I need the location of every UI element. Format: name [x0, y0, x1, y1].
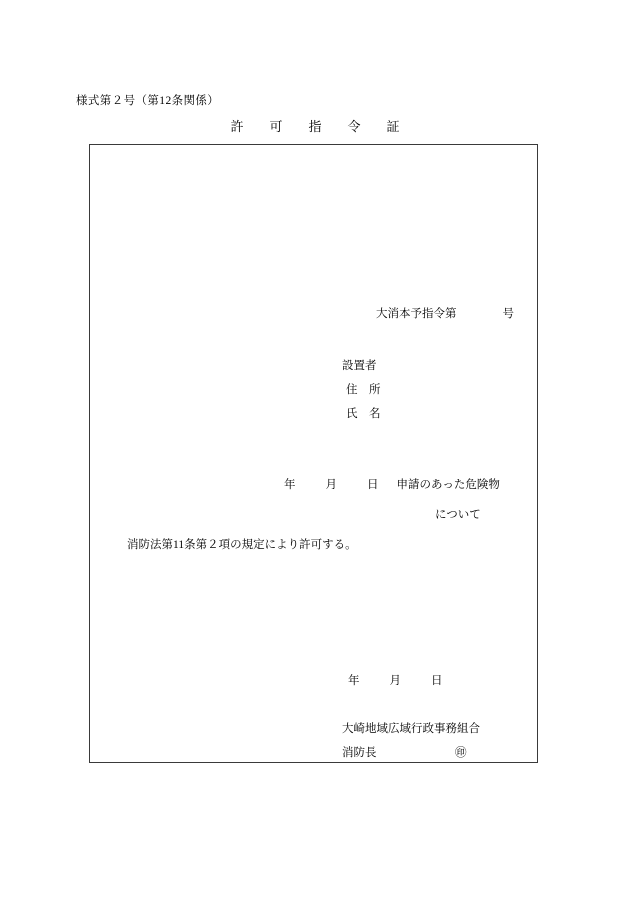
seal-mark: ㊞: [455, 747, 467, 759]
organization-name: 大崎地域広域行政事務組合: [342, 723, 480, 735]
title-char-3: 指: [308, 119, 322, 134]
installer-label: 設置者: [342, 360, 377, 372]
legal-basis-text: 消防法第11条第２項の規定により許可する。: [127, 539, 357, 551]
issue-month-label: 月: [389, 675, 401, 687]
title-char-1: 許: [230, 119, 244, 134]
title-char-2: 可: [269, 119, 283, 134]
chief-row: [342, 744, 467, 760]
application-day-label: 日: [367, 479, 379, 491]
application-date-row: [284, 476, 500, 492]
title-char-5: 証: [386, 119, 400, 134]
about-text: について: [435, 509, 481, 521]
issue-date-row: [348, 672, 443, 688]
document-frame: [89, 144, 538, 763]
order-number-row: [376, 305, 514, 321]
address-label: 住 所: [346, 384, 381, 396]
title-char-4: 令: [347, 119, 361, 134]
order-number-suffix: 号: [502, 308, 514, 320]
application-year-label: 年: [284, 479, 296, 491]
issue-year-label: 年: [348, 675, 360, 687]
chief-title: 消防長: [342, 747, 377, 759]
form-number: 様式第２号（第12条関係）: [76, 95, 220, 107]
order-number-label: 大消本予指令第: [376, 308, 457, 320]
document-title: [0, 116, 630, 135]
application-month-label: 月: [325, 479, 337, 491]
application-text: 申請のあった危険物: [396, 479, 500, 491]
name-label: 氏 名: [346, 408, 381, 420]
issue-day-label: 日: [431, 675, 443, 687]
